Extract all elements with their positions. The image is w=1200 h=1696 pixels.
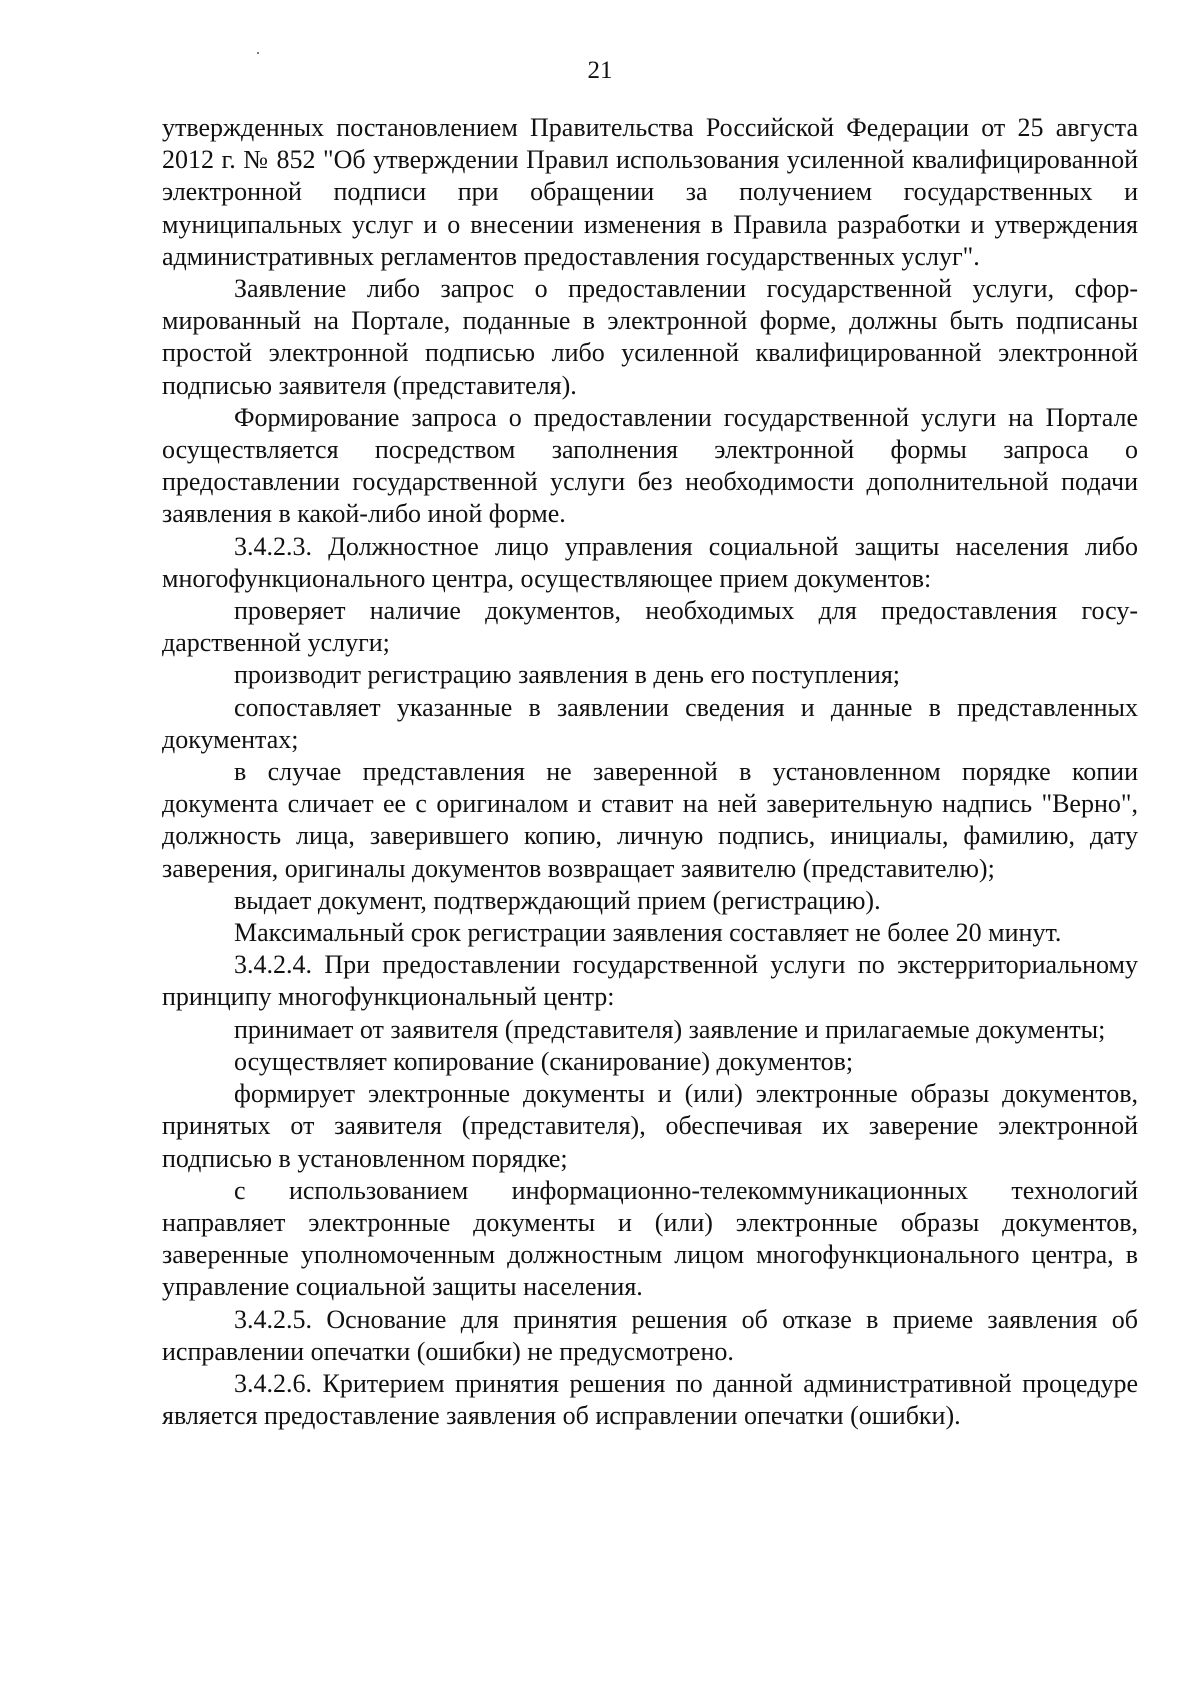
scan-speck	[257, 52, 259, 54]
paragraph-request-formation: Формирование запроса о предоставлении государственной услуги на Портале осуществляется посредством заполнения электронной формы запроса о предоставлении государственной услуги без необходимости дополнительной подачи заявления в какой-либо иной форме.	[162, 402, 1138, 529]
list-item: проверяет наличие документов, необходимых для предоставления государственной услуги;	[162, 596, 1138, 658]
paragraph-electronic-signature: Заявление либо запрос о предоставлении государственной услуги, сформированный на Портале, поданные в электронной форме, должны быть подписаны простой электронной подписью либо усиленной квалифицированной электронной подписью заявителя (представителя).	[162, 274, 1138, 400]
paragraph-continuation: утвержденных постановлением Правительства Российской Федерации от 25 августа 2012 г. № 852 "Об утверждении Правил использования усиленной квалифицированной электронной подписи при обращении за получением государственных и муниципальных услуг и о внесении изменения в Правила разработки и утверждения административных регламентов предоставления государственных услуг".	[162, 113, 1138, 271]
list-item: сопоставляет указанные в заявлении сведения и данные в представленных документах;	[162, 692, 1138, 754]
list-item: принимает от заявителя (представителя) заявление и прилагаемые документы;	[234, 1014, 1106, 1044]
clause-3-4-2-5: 3.4.2.5. Основание для принятия решения об отказе в приеме заявления об исправлении опечатки (ошибки) не предусмотрено.	[162, 1304, 1138, 1366]
page-number: 21	[587, 57, 613, 84]
list-item: формирует электронные документы и (или) электронные образы документов, принятых от заявителя (представителя), обеспечивая их заверение электронной подписью в установленном порядке;	[162, 1079, 1138, 1173]
list-item: в случае представления не заверенной в установленном порядке копии документа сличает ее с оригиналом и ставит на ней заверительную надпись "Верно", должность лица, заверившего копию, личную подпись, инициалы, фамилию, дату заверения, оригиналы документов возвращает заявителю (представителю);	[162, 757, 1138, 883]
paragraph-registration-term: Максимальный срок регистрации заявления составляет не более 20 минут.	[234, 918, 1062, 948]
list-item: с использованием информационно-телекоммуникационных технологий направляет электронные документы и (или) электронные образы документов, заверенные уполномоченным должностным лицом многофункционального центра, в управление социальной защиты населения.	[162, 1175, 1138, 1302]
clause-3-4-2-3: 3.4.2.3. Должностное лицо управления социальной защиты населения либо многофункционального центра, осуществляющее прием документов:	[162, 531, 1138, 593]
document-body	[162, 112, 1138, 1432]
list-item: производит регистрацию заявления в день его поступления;	[234, 660, 901, 690]
list-item: выдает документ, подтверждающий прием (регистрацию).	[234, 885, 881, 915]
list-item: осуществляет копирование (сканирование) документов;	[234, 1046, 854, 1076]
clause-3-4-2-4: 3.4.2.4. При предоставлении государственной услуги по экстерриториальному принципу многофункциональный центр:	[162, 950, 1138, 1012]
clause-3-4-2-6: 3.4.2.6. Критерием принятия решения по данной административной процедуре является предоставление заявления об исправлении опечатки (ошибки).	[162, 1368, 1138, 1431]
